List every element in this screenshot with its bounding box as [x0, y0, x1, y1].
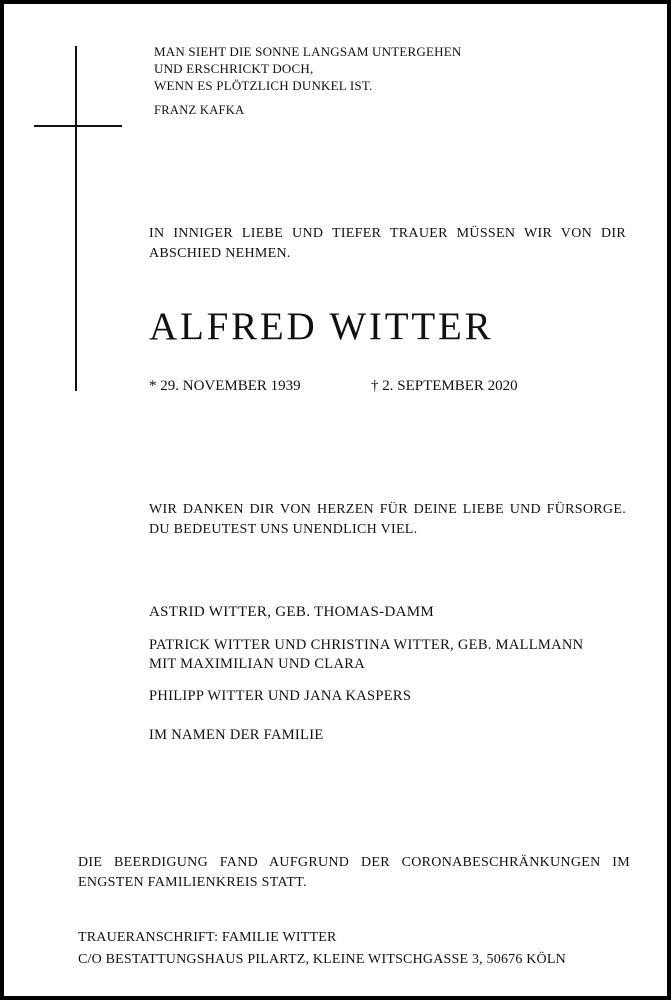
funeral-note: DIE BEERDIGUNG FAND AUFGRUND DER CORONABESCHRÄNKUNGEN IM ENGSTEN FAMILIENKREIS STATT.	[78, 855, 630, 890]
cross-horizontal-bar	[34, 125, 122, 127]
family-children-line: MIT MAXIMILIAN UND CLARA	[149, 656, 365, 672]
quote	[154, 43, 461, 94]
deceased-name: ALFRED WITTER	[149, 305, 494, 348]
address-line: C/O BESTATTUNGSHAUS PILARTZ, KLEINE WITSCHGASSE 3, 50676 KÖLN	[78, 952, 566, 967]
quote-line: MAN SIEHT DIE SONNE LANGSAM UNTERGEHEN	[154, 44, 462, 59]
family-children-line: PATRICK WITTER UND CHRISTINA WITTER, GEB. MALLMANN	[149, 637, 584, 653]
intro-text: IN INNIGER LIEBE UND TIEFER TRAUER MÜSSEN WIR VON DIR ABSCHIED NEHMEN.	[149, 226, 626, 261]
quote-line: UND ERSCHRICKT DOCH,	[154, 61, 314, 76]
address-line: TRAUERANSCHRIFT: FAMILIE WITTER	[78, 930, 337, 945]
thanks-text: WIR DANKEN DIR VON HERZEN FÜR DEINE LIEBE UND FÜRSORGE. DU BEDEUTEST UNS UNENDLICH VIEL.	[149, 502, 626, 537]
birth-date: * 29. NOVEMBER 1939	[149, 378, 301, 394]
quote-author: FRANZ KAFKA	[154, 103, 245, 117]
death-date: † 2. SEPTEMBER 2020	[371, 378, 518, 394]
family-closing: IM NAMEN DER FAMILIE	[149, 727, 324, 743]
mourning-address	[78, 927, 566, 971]
cross-vertical-bar	[75, 46, 77, 391]
family-children-line: PHILIPP WITTER UND JANA KASPERS	[149, 688, 412, 704]
family-children	[149, 636, 583, 674]
family-spouse: ASTRID WITTER, GEB. THOMAS-DAMM	[149, 604, 434, 620]
quote-line: WENN ES PLÖTZLICH DUNKEL IST.	[154, 78, 373, 93]
